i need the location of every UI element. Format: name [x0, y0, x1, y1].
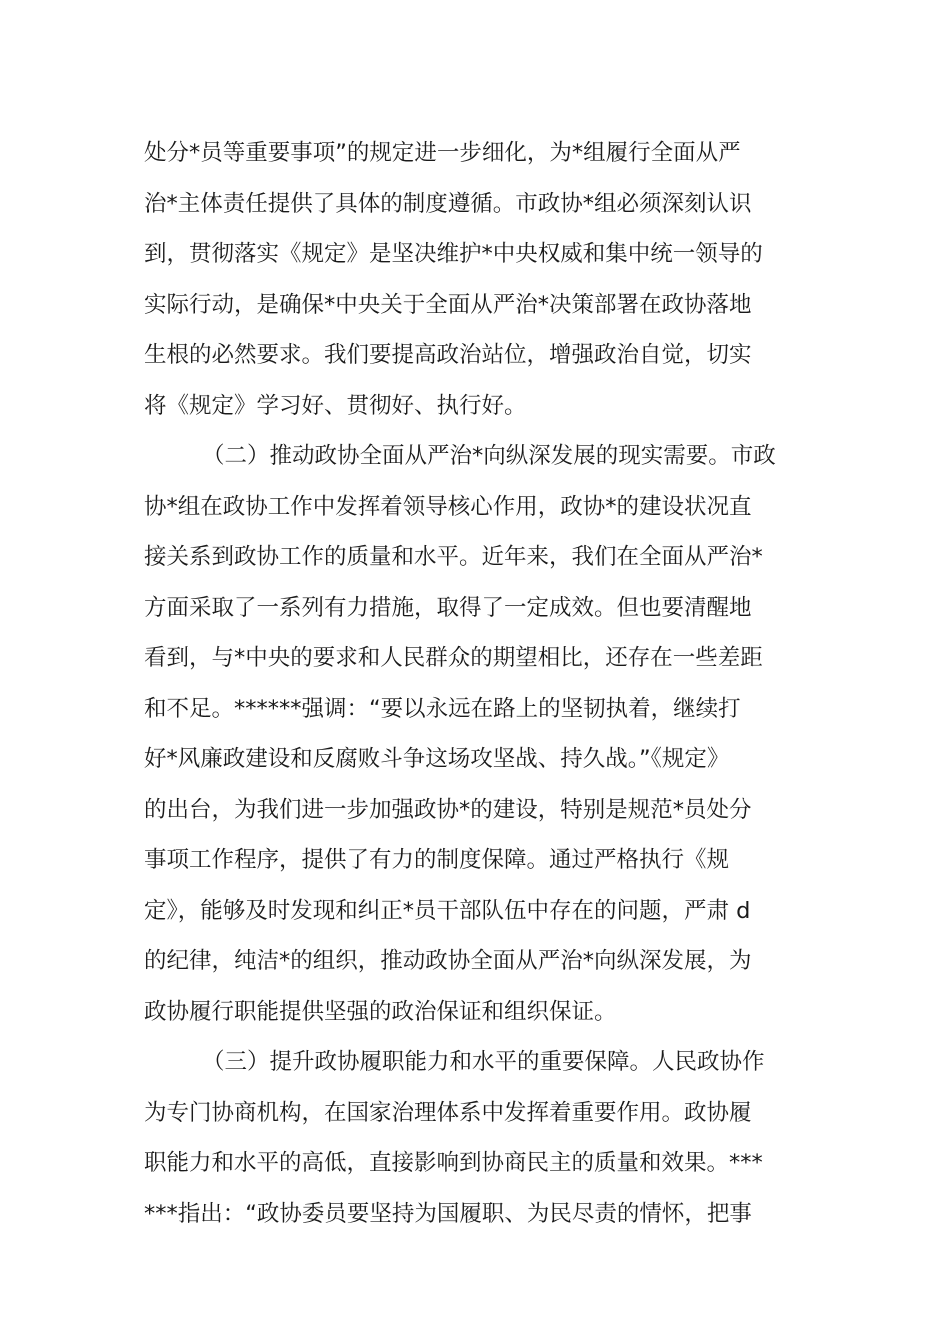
text-line: 协*组在政协工作中发挥着领导核心作用，政协*的建设状况直 — [144, 493, 752, 520]
text-line: 事项工作程序，提供了有力的制度保障。通过严格执行《规 — [144, 847, 730, 873]
text-line: （三）提升政协履职能力和水平的重要保障。人民政协作 — [202, 1049, 765, 1075]
text-line: ***指出：“政协委员要坚持为国履职、为民尽责的情怀，把事 — [144, 1200, 752, 1227]
document-body — [144, 128, 824, 1239]
text-line: 接关系到政协工作的质量和水平。近年来，我们在全面从严治* — [144, 544, 763, 570]
text-line: 到，贯彻落实《规定》是坚决维护*中央权威和集中统一领导的 — [144, 241, 763, 267]
text-line: 为专门协商机构，在国家治理体系中发挥着重要作用。政协履 — [144, 1099, 752, 1126]
text-line: 的纪律，纯洁*的组织，推动政协全面从严治*向纵深发展，为 — [144, 948, 752, 974]
text-line: 定》，能够及时发现和纠正*员干部队伍中存在的问题，严肃 d — [144, 897, 751, 924]
text-line: 看到，与*中央的要求和人民群众的期望相比，还存在一些差距 — [144, 645, 763, 671]
text-line: 政协履行职能提供坚强的政治保证和组织保证。 — [144, 998, 617, 1025]
text-line: 生根的必然要求。我们要提高政治站位，增强政治自觉，切实 — [144, 342, 752, 368]
text-line: 职能力和水平的高低，直接影响到协商民主的质量和效果。*** — [144, 1150, 763, 1176]
text-line: 方面采取了一系列有力措施，取得了一定成效。但也要清醒地 — [144, 594, 752, 621]
text-line: （二）推动政协全面从严治*向纵深发展的现实需要。市政 — [202, 443, 776, 469]
text-line: 好*风廉政建设和反腐败斗争这场攻坚战、持久战。”《规定》 — [144, 746, 730, 772]
text-line: 将《规定》学习好、贯彻好、执行好。 — [144, 392, 527, 419]
text-line: 处分*员等重要事项”的规定进一步细化，为*组履行全面从严 — [144, 140, 741, 166]
text-line: 实际行动，是确保*中央关于全面从严治*决策部署在政协落地 — [144, 291, 752, 318]
text-line: 的出台，为我们进一步加强政协*的建设，特别是规范*员处分 — [144, 796, 752, 823]
text-line: 治*主体责任提供了具体的制度遵循。市政协*组必须深刻认识 — [144, 190, 752, 217]
text-line: 和不足。******强调：“要以永远在路上的坚韧执着，继续打 — [144, 695, 741, 722]
